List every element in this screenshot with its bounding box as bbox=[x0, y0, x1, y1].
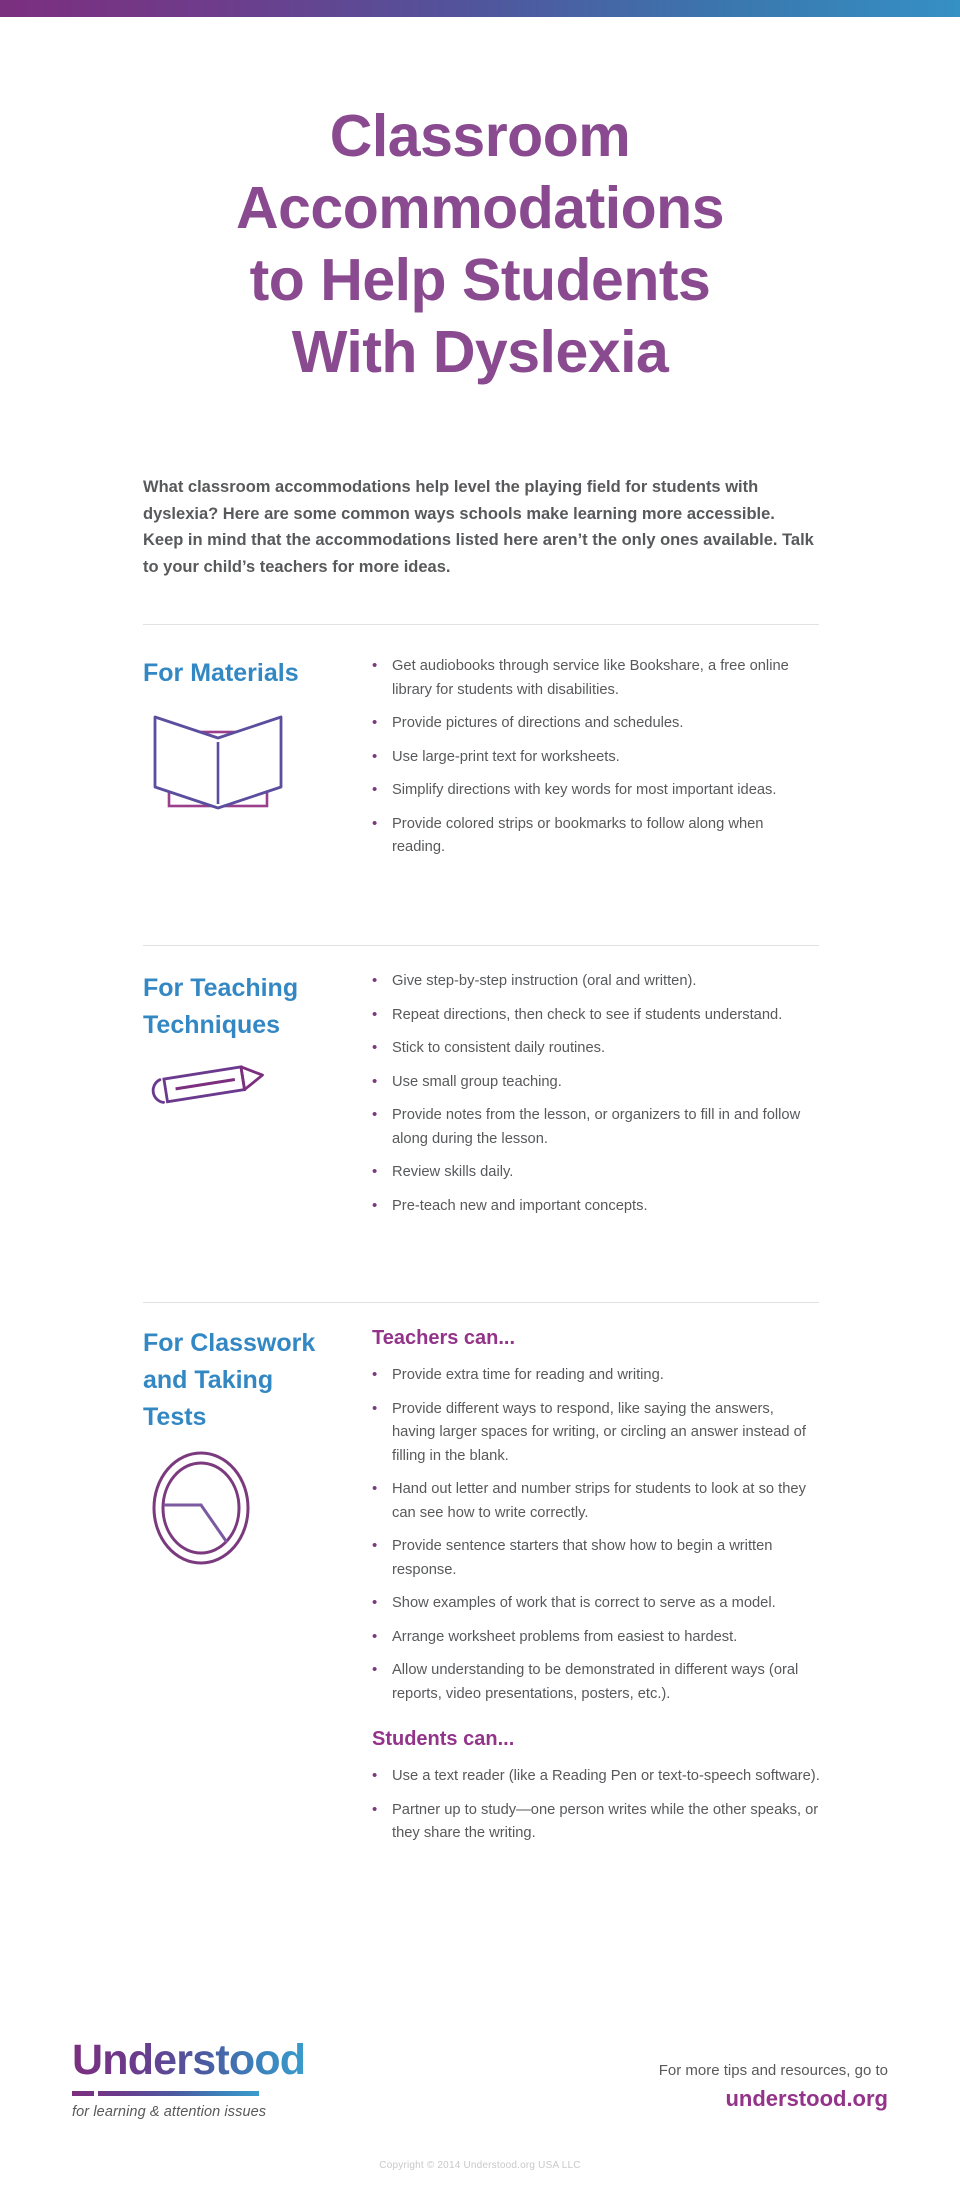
section-heading-materials: For Materials bbox=[143, 659, 299, 687]
list-item: • Use small group teaching. bbox=[372, 1071, 820, 1095]
list-item: • Provide colored strips or bookmarks to follow along when reading. bbox=[372, 813, 820, 860]
logo-tagline: for learning & attention issues bbox=[72, 2104, 267, 2120]
list-item: • Simplify directions with key words for most important ideas. bbox=[372, 779, 820, 803]
logo-wordmark: Understood bbox=[72, 2036, 306, 2084]
list-item: • Review skills daily. bbox=[372, 1161, 820, 1185]
title-line-3: to Help Students bbox=[249, 247, 711, 313]
open-book-icon bbox=[143, 700, 323, 820]
list-item: • Provide different ways to respond, like saying the answers, having larger spaces for writing, or circling an answer instead of filling in the blank. bbox=[372, 1398, 820, 1469]
logo-underline-rule bbox=[72, 2091, 259, 2096]
section-divider bbox=[143, 624, 819, 625]
section-divider bbox=[143, 1302, 819, 1303]
list-item: • Provide notes from the lesson, or organizers to fill in and follow along during the lesson. bbox=[372, 1104, 820, 1151]
list-item: • Show examples of work that is correct to serve as a model. bbox=[372, 1592, 820, 1616]
intro-paragraph: What classroom accommodations help level the playing field for students with dyslexia? Here are some common ways schools make learning more accessible. Keep in mind that the accommodations listed here aren’t the only ones available. Talk to your child’s teachers for more ideas. bbox=[143, 478, 814, 576]
list-item: • Partner up to study—one person writes while the other speaks, or they share the writing. bbox=[372, 1799, 820, 1846]
clock-icon bbox=[143, 1448, 323, 1568]
list-item: • Give step-by-step instruction (oral and written). bbox=[372, 970, 820, 994]
cta-block bbox=[558, 2060, 888, 2114]
pencil-icon bbox=[143, 1045, 323, 1125]
list-item: • Use a text reader (like a Reading Pen or text-to-speech software). bbox=[372, 1765, 820, 1789]
list-item: • Get audiobooks through service like Bookshare, a free online library for students with disabilities. bbox=[372, 655, 820, 702]
list-item: • Repeat directions, then check to see if students understand. bbox=[372, 1004, 820, 1028]
section-heading-classwork-tests: For Classwork and Taking Tests bbox=[143, 1329, 316, 1431]
list-item: • Provide extra time for reading and writing. bbox=[372, 1364, 820, 1388]
section-heading-teaching-techniques: For Teaching Techniques bbox=[143, 974, 299, 1039]
cta-text: For more tips and resources, go to bbox=[658, 2062, 888, 2079]
list-item: • Hand out letter and number strips for students to look at so they can see how to write correctly. bbox=[372, 1478, 820, 1525]
section-divider bbox=[143, 945, 819, 946]
top-gradient-bar bbox=[0, 0, 960, 17]
bullet-list-teaching-techniques bbox=[372, 970, 820, 1228]
title-line-1: Classroom bbox=[329, 103, 631, 169]
copyright-text: Copyright © 2014 Understood.org USA LLC bbox=[379, 2160, 581, 2171]
bullet-list-materials bbox=[372, 655, 820, 870]
list-item: • Allow understanding to be demonstrated in different ways (oral reports, video presentations, posters, etc.). bbox=[372, 1659, 820, 1706]
title-line-2: Accommodations bbox=[235, 175, 725, 241]
list-item: • Arrange worksheet problems from easiest to hardest. bbox=[372, 1626, 820, 1650]
subheading-teachers-can: Teachers can... bbox=[372, 1327, 516, 1349]
list-item: • Stick to consistent daily routines. bbox=[372, 1037, 820, 1061]
list-item: • Pre-teach new and important concepts. bbox=[372, 1195, 820, 1219]
list-item: • Use large-print text for worksheets. bbox=[372, 746, 820, 770]
subheading-students-can: Students can... bbox=[372, 1728, 515, 1750]
cta-website-link[interactable]: understood.org bbox=[725, 2086, 888, 2111]
understood-logo[interactable] bbox=[72, 2035, 372, 2120]
title-line-4: With Dyslexia bbox=[291, 319, 669, 385]
bullet-list-teachers-can bbox=[372, 1364, 820, 1716]
bullet-list-students-can bbox=[372, 1765, 820, 1856]
list-item: • Provide pictures of directions and schedules. bbox=[372, 712, 820, 736]
page-title bbox=[120, 100, 840, 388]
list-item: • Provide sentence starters that show how to begin a written response. bbox=[372, 1535, 820, 1582]
